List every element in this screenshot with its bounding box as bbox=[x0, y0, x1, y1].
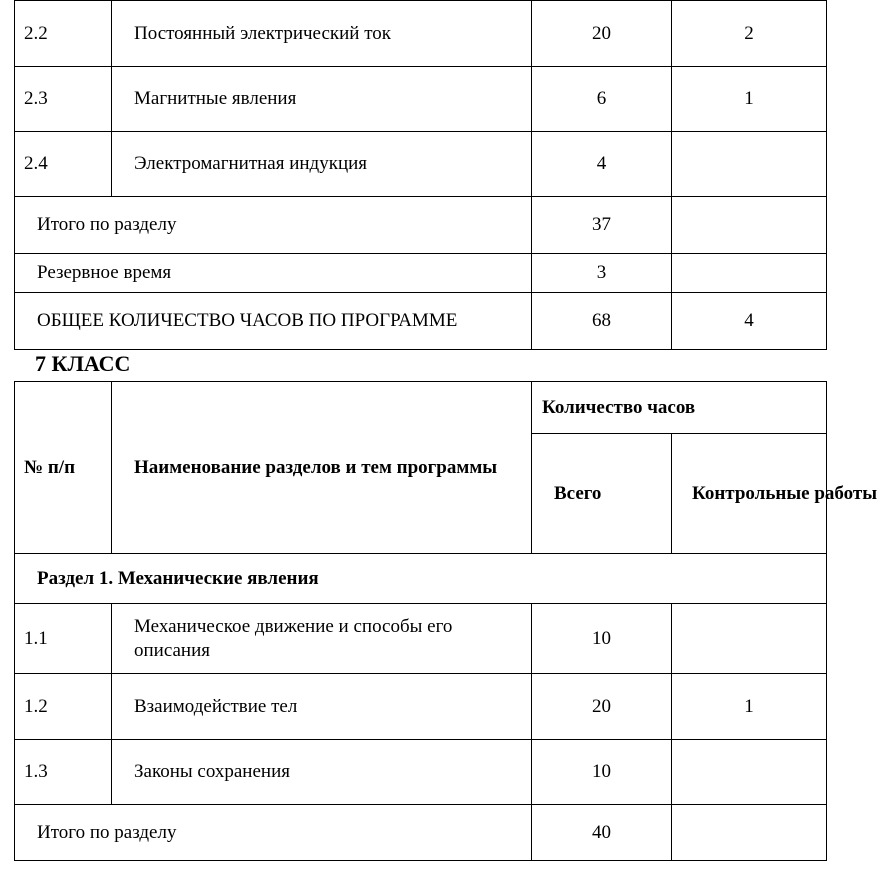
summary-label: Итого по разделу bbox=[15, 805, 532, 861]
row-control: 1 bbox=[672, 67, 827, 132]
header-control: Контрольные работы bbox=[672, 434, 827, 554]
row-total: 10 bbox=[532, 604, 672, 674]
summary-control bbox=[672, 197, 827, 254]
row-control: 2 bbox=[672, 1, 827, 67]
row-num: 2.3 bbox=[15, 67, 112, 132]
class-title: 7 КЛАСС bbox=[35, 351, 131, 376]
summary-total: 68 bbox=[532, 293, 672, 350]
table-row bbox=[15, 604, 827, 674]
table-row bbox=[15, 740, 827, 805]
summary-total: 3 bbox=[532, 254, 672, 293]
table-row bbox=[15, 674, 827, 740]
summary-row bbox=[15, 805, 827, 861]
row-name: Постоянный электрический ток bbox=[112, 1, 532, 67]
header-hours: Количество часов bbox=[532, 382, 827, 434]
row-total: 6 bbox=[532, 67, 672, 132]
header-row bbox=[15, 382, 827, 434]
row-control bbox=[672, 132, 827, 197]
summary-label: Итого по разделу bbox=[15, 197, 532, 254]
class-7-table bbox=[14, 381, 877, 861]
row-name: Взаимодействие тел bbox=[112, 674, 532, 740]
summary-control bbox=[672, 805, 827, 861]
row-name: Механическое движение и способы его описания bbox=[112, 604, 532, 674]
table-row bbox=[15, 132, 827, 197]
row-total: 10 bbox=[532, 740, 672, 805]
table-row bbox=[15, 67, 827, 132]
previous-section-table bbox=[14, 0, 827, 350]
header-total: Всего bbox=[532, 434, 672, 554]
summary-total: 40 bbox=[532, 805, 672, 861]
summary-label: Резервное время bbox=[15, 254, 532, 293]
row-control bbox=[672, 740, 827, 805]
row-num: 1.3 bbox=[15, 740, 112, 805]
row-num: 1.2 bbox=[15, 674, 112, 740]
header-num: № п/п bbox=[15, 382, 112, 554]
summary-label: ОБЩЕЕ КОЛИЧЕСТВО ЧАСОВ ПО ПРОГРАММЕ bbox=[15, 293, 532, 350]
row-control bbox=[672, 604, 827, 674]
row-num: 2.2 bbox=[15, 1, 112, 67]
row-num: 1.1 bbox=[15, 604, 112, 674]
table-row bbox=[15, 1, 827, 67]
summary-control: 4 bbox=[672, 293, 827, 350]
row-name: Электромагнитная индукция bbox=[112, 132, 532, 197]
row-total: 20 bbox=[532, 674, 672, 740]
header-name: Наименование разделов и тем программы bbox=[112, 382, 532, 554]
summary-row bbox=[15, 197, 827, 254]
row-control: 1 bbox=[672, 674, 827, 740]
row-name: Магнитные явления bbox=[112, 67, 532, 132]
section-title: Раздел 1. Механические явления bbox=[15, 554, 827, 604]
row-num: 2.4 bbox=[15, 132, 112, 197]
summary-row bbox=[15, 254, 827, 293]
section-row bbox=[15, 554, 827, 604]
summary-row bbox=[15, 293, 827, 350]
summary-control bbox=[672, 254, 827, 293]
row-total: 20 bbox=[532, 1, 672, 67]
summary-total: 37 bbox=[532, 197, 672, 254]
row-name: Законы сохранения bbox=[112, 740, 532, 805]
row-total: 4 bbox=[532, 132, 672, 197]
